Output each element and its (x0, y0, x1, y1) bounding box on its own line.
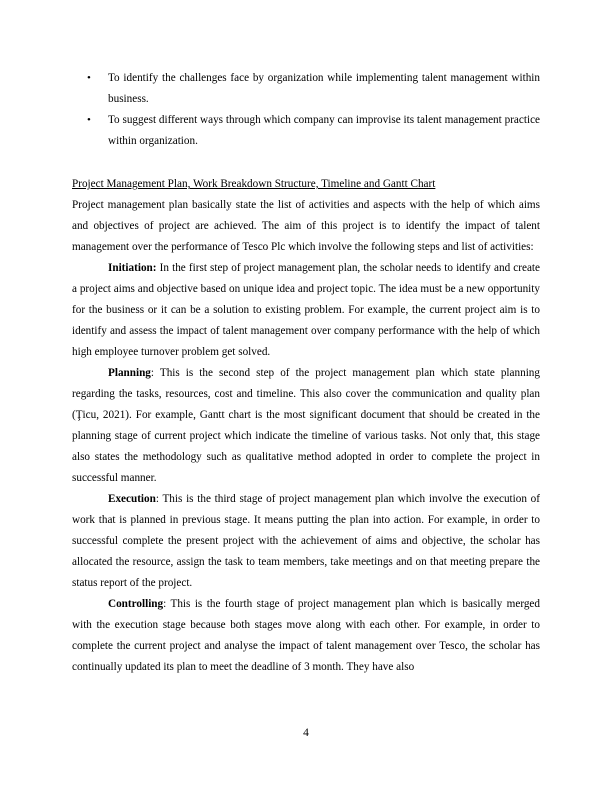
controlling-text: : This is the fourth stage of project management plan which is basically merged with the execution stage because both stages move along with each other. For example, in order to complete the current project and analyse the impact of talent management over Tesco, the scholar has continually updated its plan to meet the deadline of 3 month. They have also (72, 598, 540, 673)
initiation-title: Initiation: (108, 262, 157, 274)
page-number: 4 (303, 727, 309, 739)
planning-title: Planning (108, 367, 151, 379)
execution-paragraph (72, 489, 540, 594)
bullet-icon: • (87, 114, 91, 126)
planning-paragraph (72, 363, 540, 489)
initiation-text: In the first step of project management plan, the scholar needs to identify and create a project aims and objective based on unique idea and project topic. The idea must be a new opportunity for the business or it can be a solution to existing problem. For example, the current project aim is to identify and assess the impact of talent management over company performance with the help of which high employee turnover problem get solved. (72, 262, 540, 358)
controlling-title: Controlling (108, 598, 164, 610)
intro-paragraph: Project management plan basically state the list of activities and aspects with the help of which aims and objectives of project are achieved. The aim of this project is to identify the impact of talent management over the performance of Tesco Plc which involve the following steps and list of activities: (72, 199, 540, 253)
initiation-paragraph (72, 258, 540, 363)
bullet-icon: • (87, 72, 91, 84)
objectives-bullet-list (72, 68, 540, 152)
bullet-item (72, 68, 540, 110)
bullet-text: To identify the challenges face by organization while implementing talent management within business. (108, 72, 540, 105)
controlling-paragraph (72, 594, 540, 678)
bullet-item (72, 110, 540, 152)
execution-title: Execution (108, 493, 156, 505)
planning-text: : This is the second step of the project management plan which state planning regarding the tasks, resources, cost and timeline. This also cover the communication and quality plan (Ţicu, 2021). For example, Gantt chart is the most significant document that should be created in the planning stage of current project which indicate the timeline of various tasks. Not only that, this stage also states the methodology such as qualitative method adopted in order to complete the project in successful manner. (72, 367, 540, 484)
section-heading: Project Management Plan, Work Breakdown Structure, Timeline and Gantt Chart (72, 178, 436, 190)
bullet-text: To suggest different ways through which company can improvise its talent management practice within organization. (108, 114, 540, 147)
execution-text: : This is the third stage of project management plan which involve the execution of work that is planned in previous stage. It means putting the plan into action. For example, in order to successful complete the present project with the achievement of aims and objective, the scholar has allocated the resource, assign the task to team members, take meetings and on that meeting prepare the status report of the project. (72, 493, 540, 589)
project-management-section (72, 174, 540, 678)
